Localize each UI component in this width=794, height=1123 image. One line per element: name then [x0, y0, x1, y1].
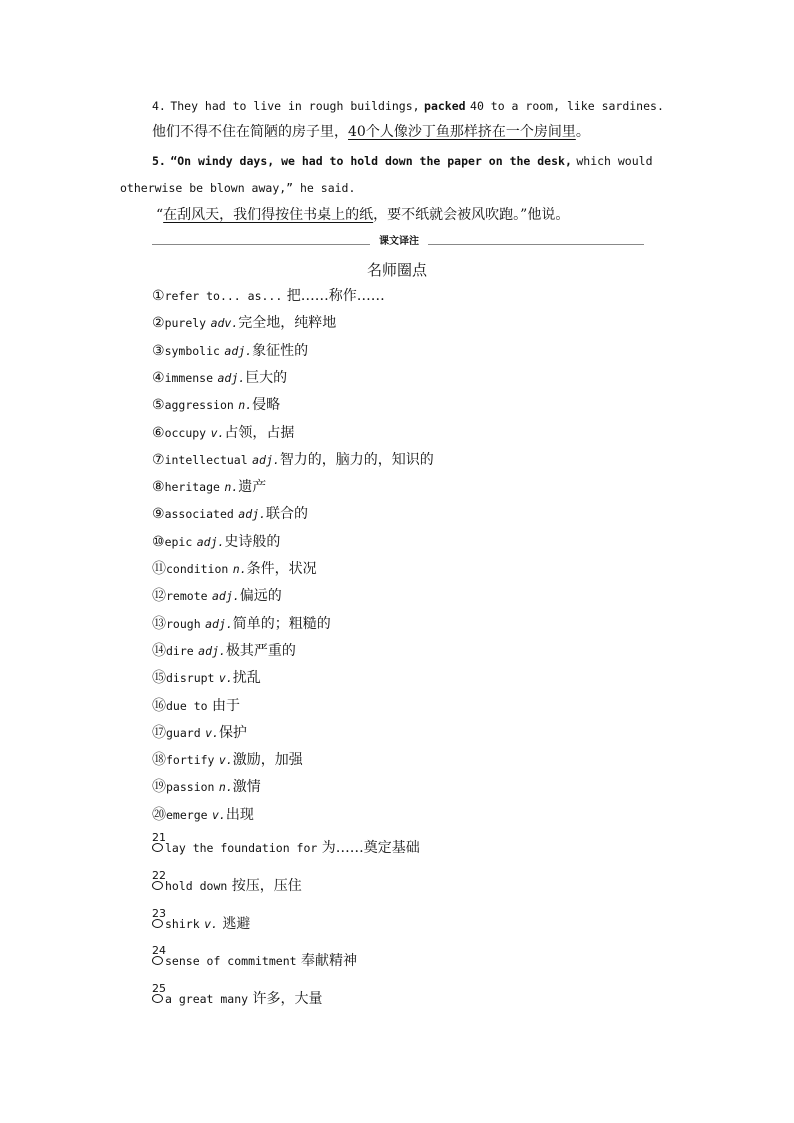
section-heading: 名师圈点 [366, 261, 427, 279]
note-item [152, 723, 247, 743]
note-meaning: 为……奠定基础 [321, 840, 420, 856]
note-item [152, 876, 302, 896]
note-number: ⑫ [152, 588, 166, 605]
note-number: ⑪ [152, 561, 166, 577]
note-meaning: 侵略 [252, 397, 281, 414]
note-word: emerge [166, 807, 208, 822]
note-item [152, 614, 331, 634]
sentence-4-english [152, 96, 664, 116]
note-word: dire [166, 643, 194, 658]
note-item [152, 641, 296, 661]
translation-text: ，要不纸就会被风吹跑。”他说。 [373, 207, 570, 223]
note-word: due to [166, 698, 208, 713]
note-word: sense of commitment [165, 954, 297, 969]
note-meaning: 把……称作…… [286, 288, 385, 304]
note-number: ⑧ [152, 479, 165, 496]
note-item [152, 777, 261, 797]
note-number: 23 [152, 906, 166, 920]
note-part-of-speech: n. [218, 780, 233, 795]
note-meaning: 遗产 [238, 479, 267, 496]
note-part-of-speech: adj. [224, 343, 253, 358]
note-meaning: 激情 [232, 779, 261, 796]
note-number: 22 [152, 868, 166, 882]
note-word: refer to... as... [164, 289, 283, 303]
note-part-of-speech: v. [218, 671, 233, 686]
note-number: ⑨ [152, 506, 165, 523]
sentence-text: otherwise be blown away,” he said. [120, 181, 356, 195]
note-number: 25 [152, 982, 166, 996]
note-part-of-speech: n. [232, 562, 247, 576]
note-item [152, 750, 303, 770]
note-meaning: 许多，大量 [252, 991, 323, 1008]
note-part-of-speech: v. [205, 725, 219, 740]
note-number: 21 [152, 831, 166, 844]
note-part-of-speech: v. [212, 807, 226, 822]
circle-marker-icon [152, 994, 163, 1003]
note-item [152, 805, 254, 825]
note-meaning: 按压，压住 [231, 877, 302, 894]
note-word: lay the foundation for [165, 841, 318, 855]
note-item [152, 559, 317, 579]
section-label: 课文译注 [370, 234, 428, 250]
note-number: ⑲ [152, 779, 166, 796]
note-word: associated [164, 507, 234, 522]
note-item [152, 668, 261, 688]
note-word: heritage [164, 480, 220, 495]
note-meaning: 占领，占据 [224, 424, 295, 441]
note-word: intellectual [164, 452, 248, 467]
note-word: fortify [166, 753, 215, 768]
note-word: disrupt [166, 671, 215, 686]
note-item [152, 504, 308, 524]
note-number: ⑮ [152, 670, 166, 687]
note-part-of-speech: adj. [217, 370, 246, 385]
circle-marker-icon [152, 843, 163, 852]
note-number: ① [152, 288, 165, 304]
note-number: 24 [152, 944, 166, 958]
note-item [152, 423, 294, 443]
note-part-of-speech: v. [218, 753, 233, 768]
note-word: immense [164, 370, 214, 385]
note-meaning: 奉献精神 [301, 953, 358, 970]
note-number: ⑦ [152, 451, 165, 468]
note-number: ⑬ [152, 615, 166, 632]
note-item [152, 914, 250, 934]
note-item [152, 341, 308, 361]
note-part-of-speech: adj. [238, 507, 266, 522]
circle-marker-icon [152, 956, 163, 965]
note-part-of-speech: adj. [205, 616, 233, 631]
note-meaning: 激励，加强 [232, 752, 303, 769]
sentence-text: 40 to a room, like sardines. [470, 99, 664, 113]
note-number: ⑭ [152, 642, 166, 659]
note-word: hold down [165, 878, 228, 893]
sentence-bold-text: “On windy days, we had to hold down the paper on the desk, [170, 154, 572, 168]
note-part-of-speech: v. [204, 916, 218, 931]
note-number: ⑳ [152, 806, 166, 823]
note-part-of-speech: adj. [196, 534, 225, 549]
note-word: passion [166, 780, 215, 795]
translation-underlined: 40个人像沙丁鱼那样挤在一个房间里 [348, 124, 576, 140]
circle-marker-icon [152, 919, 163, 928]
note-word: shirk [165, 916, 200, 931]
note-number: ⑱ [152, 752, 166, 769]
note-meaning: 完全地，纯粹地 [238, 315, 337, 332]
note-part-of-speech: adj. [212, 589, 240, 604]
sentence-number: 4. [152, 99, 166, 113]
note-part-of-speech: adj. [198, 643, 226, 658]
note-meaning: 简单的；粗糙的 [232, 615, 331, 632]
note-number: ④ [152, 369, 165, 386]
note-item [152, 586, 282, 606]
note-meaning: 逃避 [222, 915, 251, 932]
note-word: purely [164, 316, 207, 331]
sentence-bold-text: packed [424, 99, 466, 113]
note-meaning: 巨大的 [245, 369, 288, 386]
translation-underlined: 在刮风天，我们得按住书桌上的纸 [163, 207, 374, 223]
note-part-of-speech: adv. [210, 316, 239, 331]
note-word: a great many [165, 992, 249, 1007]
note-meaning: 扰乱 [232, 670, 261, 687]
note-part-of-speech: adj. [252, 452, 280, 467]
note-number: ⑯ [152, 697, 166, 714]
note-meaning: 偏远的 [239, 588, 282, 605]
note-item [152, 477, 266, 497]
note-meaning: 象征性的 [252, 342, 309, 359]
note-item [152, 395, 280, 415]
note-word: aggression [164, 398, 234, 413]
note-word: epic [164, 534, 193, 549]
note-word: rough [166, 616, 201, 631]
translation-text: 。 [575, 124, 590, 140]
translation-text: “ [156, 207, 164, 223]
sentence-4-chinese [152, 122, 590, 142]
note-number: ⑥ [152, 424, 165, 441]
note-item [152, 951, 357, 971]
note-meaning: 史诗般的 [224, 533, 281, 550]
note-meaning: 极其严重的 [225, 642, 296, 659]
sentence-5-english-line1 [152, 151, 653, 171]
note-number: ③ [152, 342, 165, 359]
note-item [152, 696, 240, 716]
note-word: symbolic [164, 343, 220, 358]
translation-text: 他们不得不住在简陋的房子里， [152, 124, 348, 140]
note-meaning: 由于 [212, 697, 240, 714]
sentence-number: 5. [152, 154, 166, 168]
note-word: occupy [164, 425, 207, 440]
note-word: condition [166, 562, 229, 576]
note-item [152, 313, 336, 333]
sentence-text: They had to live in rough buildings, [170, 99, 420, 113]
note-meaning: 保护 [218, 724, 247, 741]
note-number: ⑤ [152, 397, 165, 414]
note-word: remote [166, 589, 208, 604]
note-item [152, 450, 434, 470]
circle-marker-icon [152, 881, 163, 890]
note-word: guard [166, 725, 201, 740]
note-meaning: 智力的，脑力的，知识的 [279, 451, 434, 468]
note-meaning: 条件，状况 [246, 561, 317, 577]
note-part-of-speech: v. [210, 425, 225, 440]
sentence-5-chinese [156, 205, 569, 225]
note-part-of-speech: n. [224, 480, 239, 495]
note-item [152, 532, 280, 552]
sentence-5-english-line2 [120, 178, 355, 198]
note-item [152, 838, 420, 858]
note-number: ② [152, 315, 165, 332]
note-item [152, 989, 323, 1009]
sentence-text: which would [576, 154, 653, 168]
note-number: ⑰ [152, 724, 166, 741]
note-item [152, 368, 287, 388]
note-meaning: 出现 [225, 806, 254, 823]
note-meaning: 联合的 [265, 506, 308, 523]
note-part-of-speech: n. [238, 398, 253, 413]
note-number: ⑩ [152, 533, 165, 550]
note-item [152, 286, 385, 306]
